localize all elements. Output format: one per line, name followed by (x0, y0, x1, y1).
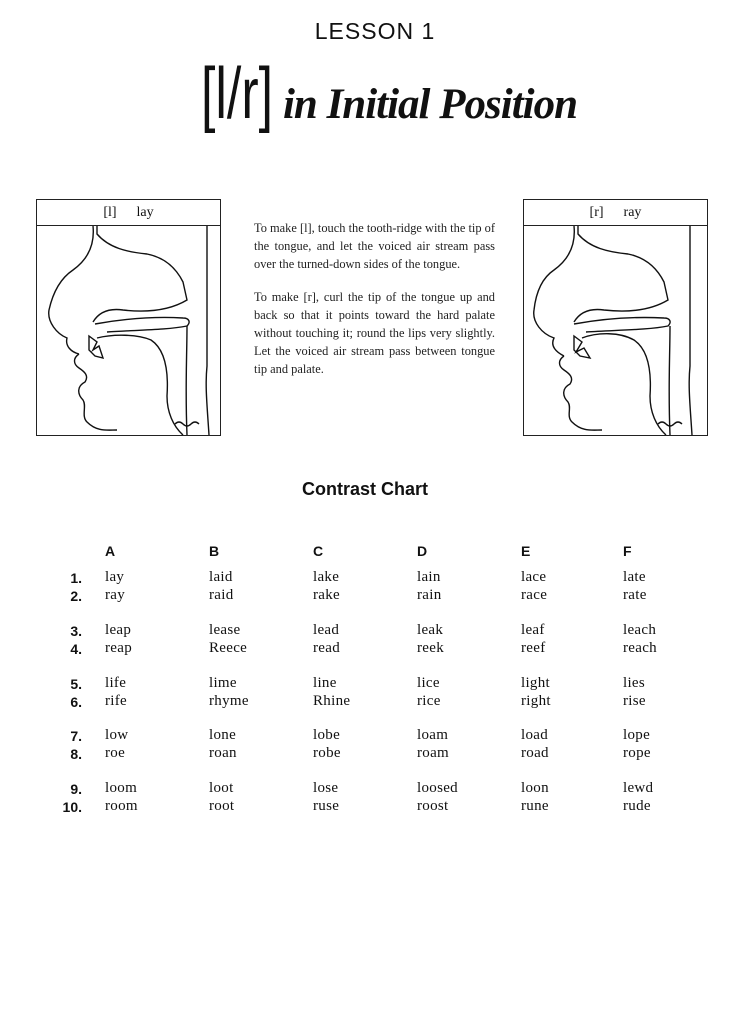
contrast-word: road (521, 745, 549, 761)
contrast-word: loom (105, 780, 138, 796)
contrast-word: reek (417, 640, 445, 656)
contrast-chart-title: Contrast Chart (301, 479, 428, 499)
diagram-l-symbol: [l] (103, 205, 117, 220)
contrast-word: rate (623, 587, 647, 603)
contrast-word: robe (313, 745, 341, 761)
title-position-text: in Initial Position (282, 81, 578, 128)
contrast-word: lain (417, 569, 441, 585)
row-number: 8. (70, 746, 82, 762)
column-header: A (105, 543, 116, 559)
contrast-word: reef (521, 640, 546, 656)
contrast-word: leap (105, 622, 132, 638)
mouth-profile-l-illustration (37, 226, 220, 435)
contrast-word: line (313, 675, 337, 691)
lesson-heading: LESSON 1 (314, 18, 436, 44)
contrast-word: rain (417, 587, 442, 603)
diagram-l-word: lay (136, 205, 154, 220)
contrast-word: lies (623, 675, 646, 691)
contrast-word: laid (209, 569, 233, 585)
contrast-word: load (521, 727, 549, 743)
contrast-word: rife (105, 693, 128, 709)
row-number: 4. (70, 641, 82, 657)
contrast-word: life (105, 675, 127, 691)
contrast-word: lay (105, 569, 125, 585)
contrast-word: leaf (521, 622, 545, 638)
row-number: 10. (62, 799, 82, 815)
row-number: 2. (70, 588, 82, 604)
column-header: B (209, 543, 220, 559)
diagram-l-caption (37, 200, 220, 226)
contrast-word: raid (209, 587, 234, 603)
contrast-word: read (313, 640, 341, 656)
contrast-word: rake (313, 587, 341, 603)
contrast-word: leach (623, 622, 657, 638)
contrast-word: roe (105, 745, 126, 761)
contrast-word: lone (209, 727, 237, 743)
contrast-word: leak (417, 622, 444, 638)
column-header: D (417, 543, 428, 559)
diagram-r-word: ray (623, 205, 642, 220)
diagram-r-symbol: [r] (589, 205, 604, 220)
contrast-word: rhyme (209, 693, 249, 709)
contrast-word: roan (209, 745, 237, 761)
contrast-word: ray (105, 587, 126, 603)
contrast-word: lope (623, 727, 651, 743)
contrast-word: loot (209, 780, 234, 796)
contrast-word: lead (313, 622, 340, 638)
contrast-word: lease (209, 622, 241, 638)
contrast-word: rice (417, 693, 441, 709)
column-header: E (521, 543, 531, 559)
contrast-word: rude (623, 798, 651, 814)
contrast-word: light (521, 675, 551, 691)
contrast-word: lake (313, 569, 340, 585)
contrast-word: rise (623, 693, 646, 709)
contrast-word: race (521, 587, 548, 603)
row-number: 7. (70, 728, 82, 744)
contrast-word: reap (105, 640, 133, 656)
contrast-word: loosed (417, 780, 458, 796)
contrast-word: late (623, 569, 646, 585)
contrast-word: lose (313, 780, 339, 796)
contrast-word: low (105, 727, 129, 743)
contrast-word: loon (521, 780, 549, 796)
contrast-word: Rhine (313, 693, 351, 709)
contrast-word: lice (417, 675, 440, 691)
row-number: 5. (70, 676, 82, 692)
row-number: 1. (70, 570, 82, 586)
row-number: 9. (70, 781, 82, 797)
page-title (0, 54, 750, 138)
contrast-word: rune (521, 798, 549, 814)
title-phoneme-pair: [l/r] (200, 54, 273, 134)
contrast-word: lime (209, 675, 237, 691)
column-header: F (623, 543, 632, 559)
contrast-word: Reece (209, 640, 248, 656)
diagram-r (523, 199, 708, 436)
contrast-word: lace (521, 569, 547, 585)
instruction-l: To make [l], touch the tooth-ridge with the tip of the tongue, and let the voiced air stream pass over the turned-down sides of the tongue. (254, 221, 495, 271)
contrast-word: root (209, 798, 235, 814)
contrast-word: roost (417, 798, 449, 814)
contrast-word: rope (623, 745, 651, 761)
contrast-word: room (105, 798, 138, 814)
contrast-word: lobe (313, 727, 341, 743)
contrast-word: reach (623, 640, 657, 656)
mouth-profile-r-illustration (524, 226, 707, 435)
column-header: C (313, 543, 324, 559)
contrast-word: roam (417, 745, 450, 761)
contrast-word: loam (417, 727, 449, 743)
contrast-word: ruse (313, 798, 340, 814)
contrast-word: lewd (623, 780, 654, 796)
instruction-r: To make [r], curl the tip of the tongue up and back so that it points toward the hard palate without touching it; round the lips very slightly. Let the voiced air stream pass between tongue tip and palate. (254, 290, 495, 376)
articulation-instructions (254, 220, 495, 394)
row-number: 3. (70, 623, 82, 639)
contrast-word: right (521, 693, 551, 709)
row-number: 6. (70, 694, 82, 710)
diagram-l (36, 199, 221, 436)
diagram-r-caption (524, 200, 707, 226)
